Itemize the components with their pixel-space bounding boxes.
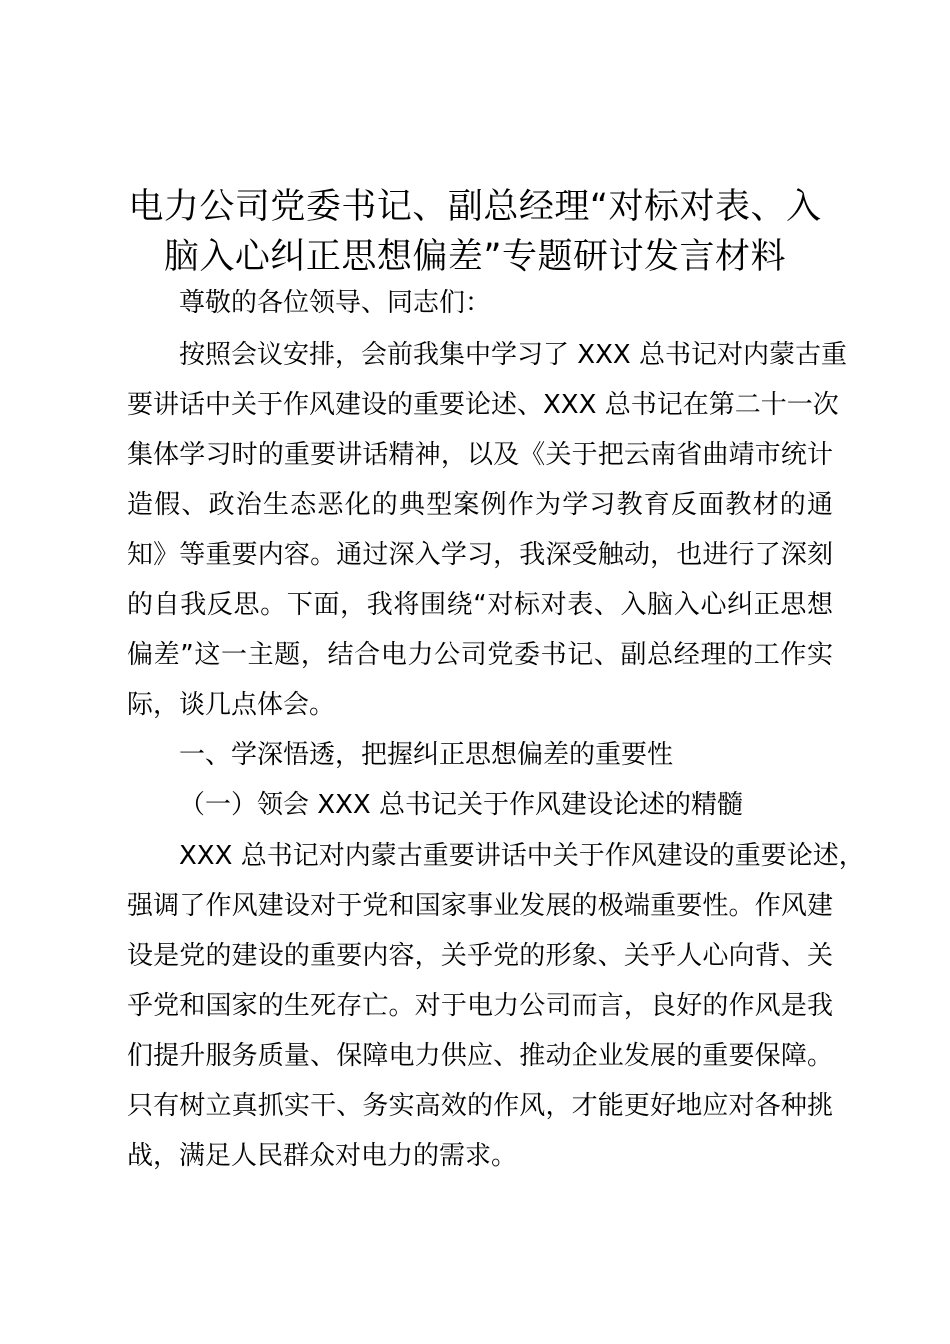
body-paragraph-line: 设是党的建设的重要内容，关乎党的形象、关乎人心向背、关 xyxy=(127,941,833,971)
intro-paragraph-line: 集体学习时的重要讲话精神，以及《关于把云南省曲靖市统计 xyxy=(127,440,833,470)
body-paragraph-line: 只有树立真抓实干、务实高效的作风，才能更好地应对各种挑 xyxy=(127,1091,833,1121)
document-title-line-2: 脑入心纠正思想偏差”专题研讨发言材料 xyxy=(163,237,787,277)
subsection-heading: （一）领会 XXX 总书记关于作风建设论述的精髓 xyxy=(179,790,743,820)
intro-paragraph-line: 的自我反思。下面，我将围绕“对标对表、入脑入心纠正思想 xyxy=(127,590,833,620)
body-paragraph-line: XXX 总书记对内蒙古重要讲话中关于作风建设的重要论述， xyxy=(179,841,865,871)
intro-paragraph-line: 造假、政治生态恶化的典型案例作为学习教育反面教材的通 xyxy=(127,490,833,520)
body-paragraph-line: 们提升服务质量、保障电力供应、推动企业发展的重要保障。 xyxy=(127,1041,833,1071)
intro-paragraph-line: 知》等重要内容。通过深入学习，我深受触动，也进行了深刻 xyxy=(127,540,833,570)
body-paragraph-line: 战，满足人民群众对电力的需求。 xyxy=(127,1141,518,1171)
body-paragraph-line: 强调了作风建设对于党和国家事业发展的极端重要性。作风建 xyxy=(127,891,833,921)
document-title-line-1: 电力公司党委书记、副总经理“对标对表、入 xyxy=(128,187,822,227)
intro-paragraph-line: 际，谈几点体会。 xyxy=(127,690,336,720)
intro-paragraph-line: 偏差”这一主题，结合电力公司党委书记、副总经理的工作实 xyxy=(127,640,833,670)
body-paragraph-line: 乎党和国家的生死存亡。对于电力公司而言，良好的作风是我 xyxy=(127,991,833,1021)
salutation: 尊敬的各位领导、同志们： xyxy=(179,288,492,318)
intro-paragraph-line: 要讲话中关于作风建设的重要论述、XXX 总书记在第二十一次 xyxy=(127,390,839,420)
section-heading: 一、学深悟透，把握纠正思想偏差的重要性 xyxy=(179,740,674,770)
intro-paragraph-line: 按照会议安排，会前我集中学习了 XXX 总书记对内蒙古重 xyxy=(179,340,847,370)
